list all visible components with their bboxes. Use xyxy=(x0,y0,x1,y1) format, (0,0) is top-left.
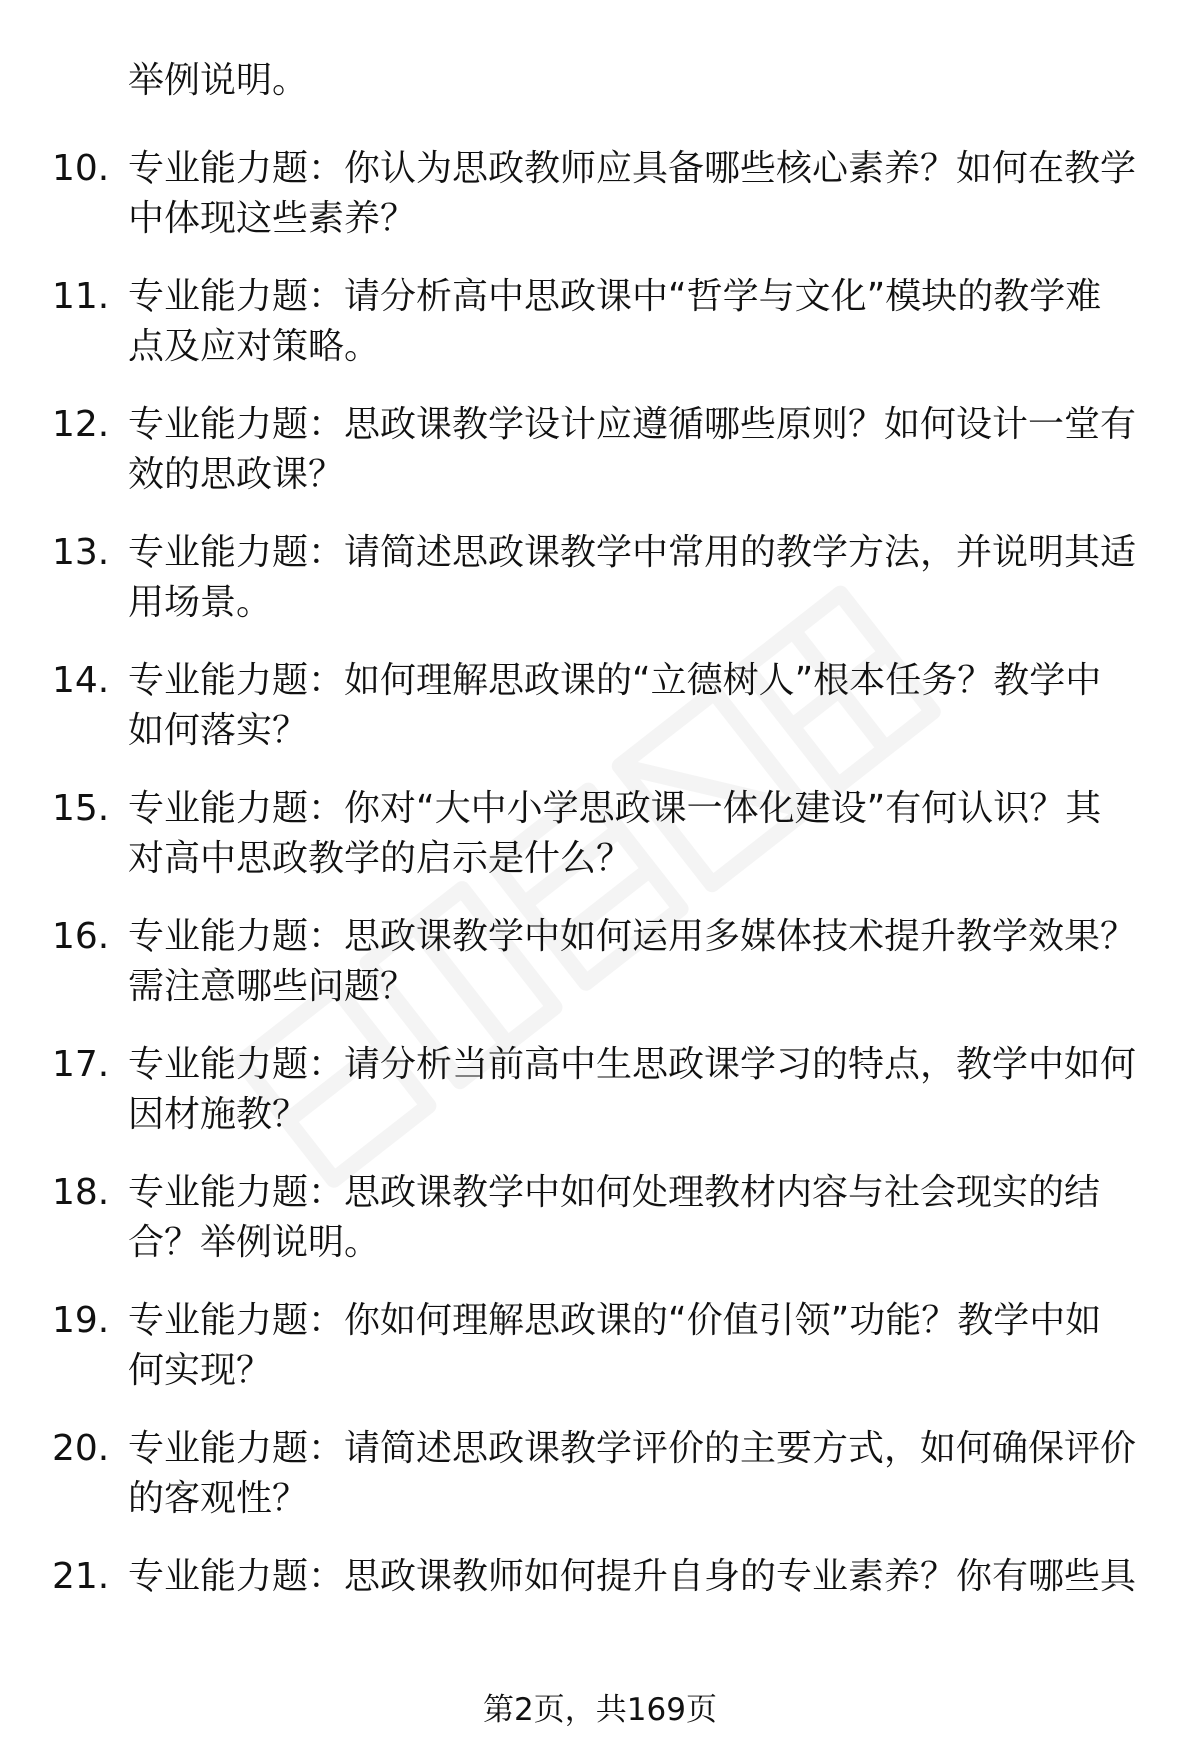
list-item xyxy=(0,1424,1200,1552)
list-item xyxy=(0,1040,1200,1168)
question-text xyxy=(128,656,1146,756)
question-line: 用场景。 xyxy=(128,582,273,623)
question-line: 专业能力题：如何理解思政课的“立德树人”根本任务？教学中 xyxy=(128,660,1102,701)
question-text xyxy=(128,528,1146,628)
question-text xyxy=(128,1424,1146,1524)
question-number: 17. xyxy=(52,1044,110,1085)
continuation-text: 举例说明。 xyxy=(128,60,309,101)
question-line: 专业能力题：你如何理解思政课的“价值引领”功能？教学中如 xyxy=(128,1300,1102,1341)
question-line: 专业能力题：请简述思政课教学中常用的教学方法，并说明其适 xyxy=(128,532,1137,573)
question-number: 14. xyxy=(52,660,110,701)
list-item xyxy=(0,784,1200,912)
question-text xyxy=(128,1040,1146,1140)
list-item xyxy=(0,1552,1200,1680)
question-line: 专业能力题：你对“大中小学思政课一体化建设”有何认识？其 xyxy=(128,788,1102,829)
question-text xyxy=(128,1552,1146,1602)
question-line: 因材施教？ xyxy=(128,1094,309,1135)
question-text xyxy=(128,1168,1146,1268)
question-text xyxy=(128,272,1146,372)
question-line: 专业能力题：请简述思政课教学评价的主要方式，如何确保评价 xyxy=(128,1428,1137,1469)
question-number: 19. xyxy=(52,1300,110,1341)
question-number: 13. xyxy=(52,532,110,573)
question-text xyxy=(128,400,1146,500)
question-line: 中体现这些素养？ xyxy=(128,198,417,239)
list-item xyxy=(0,144,1200,272)
question-line: 专业能力题：请分析高中思政课中“哲学与文化”模块的教学难 xyxy=(128,276,1102,317)
list-item xyxy=(0,656,1200,784)
question-number: 10. xyxy=(52,148,110,189)
question-text xyxy=(128,1296,1146,1396)
question-number: 21. xyxy=(52,1556,110,1597)
list-item xyxy=(0,1296,1200,1424)
question-number: 18. xyxy=(52,1172,110,1213)
question-line: 专业能力题：思政课教学中如何处理教材内容与社会现实的结 xyxy=(128,1172,1101,1213)
question-line: 效的思政课？ xyxy=(128,454,345,495)
question-line: 专业能力题：思政课教师如何提升自身的专业素养？你有哪些具 xyxy=(128,1556,1137,1597)
question-number: 12. xyxy=(52,404,110,445)
question-line: 的客观性？ xyxy=(128,1478,309,1519)
question-list xyxy=(0,144,1200,1680)
question-line: 对高中思政教学的启示是什么？ xyxy=(128,838,633,879)
page-number-footer: 第2页，共169页 xyxy=(483,1692,717,1728)
list-item xyxy=(0,400,1200,528)
list-item xyxy=(0,1168,1200,1296)
question-number: 16. xyxy=(52,916,110,957)
question-number: 15. xyxy=(52,788,110,829)
question-line: 合？举例说明。 xyxy=(128,1222,381,1263)
question-line: 专业能力题：思政课教学设计应遵循哪些原则？如何设计一堂有 xyxy=(128,404,1137,445)
question-line: 专业能力题：请分析当前高中生思政课学习的特点，教学中如何 xyxy=(128,1044,1137,1085)
question-text xyxy=(128,144,1146,244)
question-line: 需注意哪些问题？ xyxy=(128,966,417,1007)
question-text xyxy=(128,784,1146,884)
list-item xyxy=(0,912,1200,1040)
question-number: 20. xyxy=(52,1428,110,1469)
question-line: 专业能力题：思政课教学中如何运用多媒体技术提升教学效果？ xyxy=(128,916,1137,957)
list-item xyxy=(0,272,1200,400)
question-text xyxy=(128,912,1146,1012)
question-line: 如何落实？ xyxy=(128,710,309,751)
question-line: 点及应对策略。 xyxy=(128,326,381,367)
question-number: 11. xyxy=(52,276,110,317)
list-item xyxy=(0,528,1200,656)
question-line: 何实现？ xyxy=(128,1350,273,1391)
question-line: 专业能力题：你认为思政教师应具备哪些核心素养？如何在教学 xyxy=(128,148,1137,189)
